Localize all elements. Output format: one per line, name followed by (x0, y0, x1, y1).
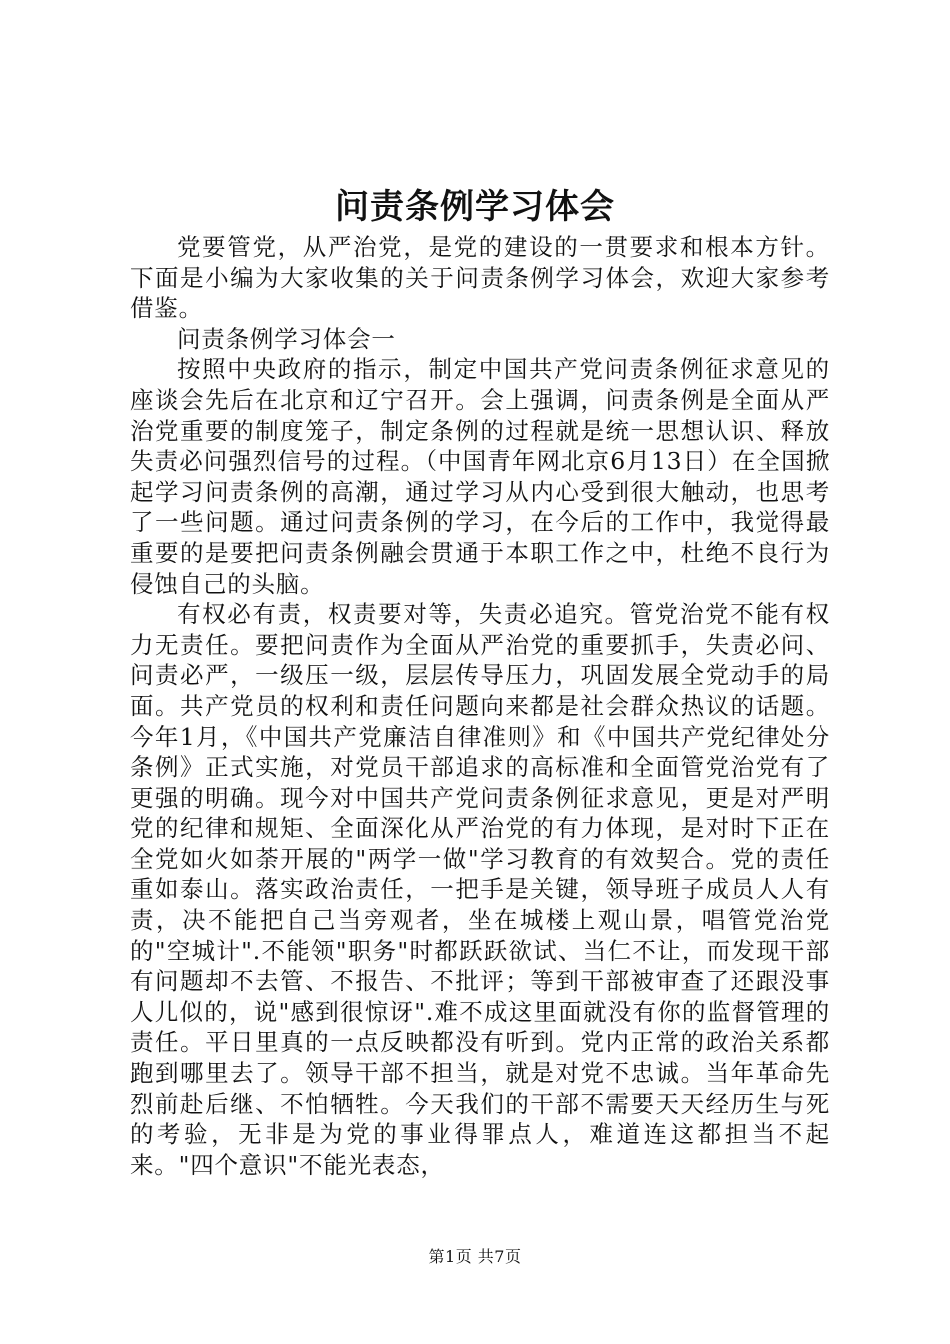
section-heading: 问责条例学习体会一 (177, 324, 396, 353)
page-footer: 第1页 共7页 (428, 1247, 522, 1266)
body-paragraph-2: 有权必有责，权责要对等，失责必追究。管党治党不能有权力无责任。要把问责作为全面从严治党的重要抓手，失责必问、问责必严，一级压一级，层层传导压力，巩固发展全党动手的局面。共产党员的权利和责任问题向来都是社会群众热议的话题。今年1月，《中国共产党廉洁自律准则》和《中国共产党纪律处分条例》正式实施，对党员干部追求的高标准和全面管党治党有了更强的明确。现今对中国共产党问责条例征求意见，更是对严明党的纪律和规矩、全面深化从严治党的有力体现，是对时下正在全党如火如荼开展的"两学一做"学习教育的有效契合。党的责任重如泰山。落实政治责任，一把手是关键，领导班子成员人人有责，决不能把自己当旁观者，坐在城楼上观山景，唱管党治党的"空城计".不能领"职务"时都跃跃欲试、当仁不让，而发现干部有问题却不去管、不报告、不批评；等到干部被审查了还跟没事人儿似的，说"感到很惊讶".难不成这里面就没有你的监督管理的责任。平日里真的一点反映都没有听到。党内正常的政治关系都跑到哪里去了。领导干部不担当，就是对党不忠诚。当年革命先烈前赴后继、不怕牺牲。今天我们的干部不需要天天经历生与死的考验，无非是为党的事业得罪点人，难道连这都担当不起来。"四个意识"不能光表态， (130, 600, 830, 1179)
document-title: 问责条例学习体会 (335, 187, 615, 227)
intro-paragraph: 党要管党，从严治党，是党的建设的一贯要求和根本方针。下面是小编为大家收集的关于问责条例学习体会，欢迎大家参考借鉴。 (130, 233, 830, 323)
document-body (130, 232, 830, 1180)
body-paragraph-1: 按照中央政府的指示，制定中国共产党问责条例征求意见的座谈会先后在北京和辽宁召开。会上强调，问责条例是全面从严治党重要的制度笼子，制定条例的过程就是统一思想认识、释放失责必问强烈信号的过程。（中国青年网北京6月13日）在全国掀起学习问责条例的高潮，通过学习从内心受到很大触动，也思考了一些问题。通过问责条例的学习，在今后的工作中，我觉得最重要的是要把问责条例融会贯通于本职工作之中，杜绝不良行为侵蚀自己的头脑。 (130, 355, 830, 598)
